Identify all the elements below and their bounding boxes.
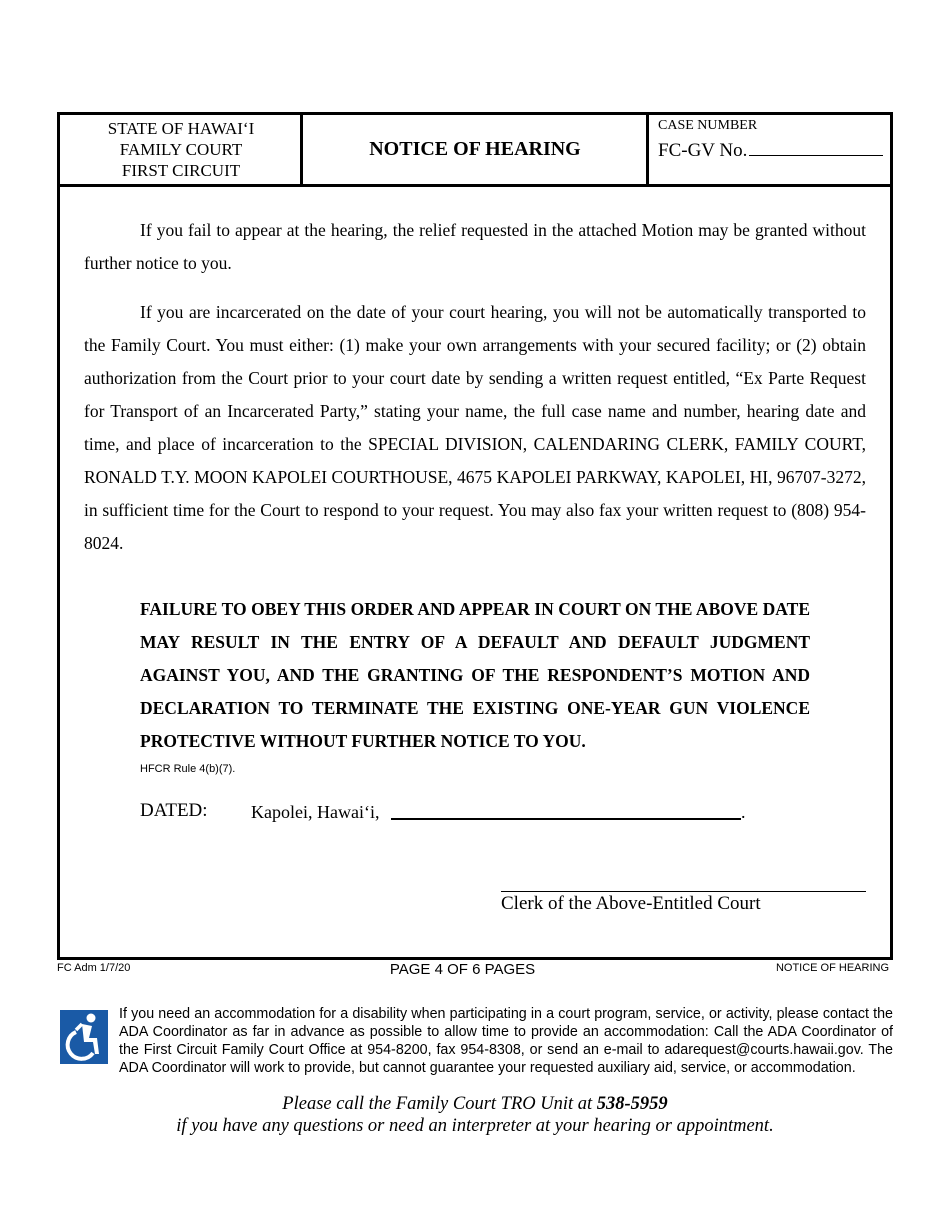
header-bottom-rule [57, 184, 893, 187]
court-line-state: STATE OF HAWAI‘I [107, 119, 255, 138]
ada-notice: If you need an accommodation for a disability when participating in a court program, service, or activity, please contact the ADA Coordinator as far in advance as possible to allow time to provide an accommodation: Call the ADA Coordinator of the First Circuit Family Court Office at 954-8200, fax 954-8308, or send an e-mail to adarequest@courts.hawaii.gov. The ADA Coordinator will work to provide, but cannot guarantee your requested auxiliary aid, service, or accommodation. [119, 1006, 893, 1076]
dated-label: DATED: [140, 800, 208, 821]
page-number: PAGE 4 OF 6 PAGES [389, 961, 536, 978]
frame-bottom-border [57, 957, 893, 960]
case-number-blank [749, 139, 883, 156]
rule-citation: HFCR Rule 4(b)(7). [140, 763, 236, 775]
header-left-border [57, 112, 60, 187]
case-number-field [658, 139, 883, 162]
header-top-rule [57, 112, 893, 115]
header-right-border [890, 112, 893, 187]
accessibility-icon [60, 1010, 108, 1064]
frame-right-border [890, 186, 893, 960]
court-name [63, 118, 299, 181]
default-warning: FAILURE TO OBEY THIS ORDER AND APPEAR IN COURT ON THE ABOVE DATE MAY RESULT IN THE ENTRY OF A DEFAULT AND DEFAULT JUDGMENT AGAINST YOU, AND THE GRANTING OF THE RESPONDENT’S MOTION AND DECLARATION TO TERMINATE THE EXISTING ONE-YEAR GUN VIOLENCE PROTECTIVE WITHOUT FURTHER NOTICE TO YOU. [140, 599, 810, 751]
case-number-prefix: FC-GV No. [658, 140, 748, 161]
para1-text: If you fail to appear at the hearing, the relief requested in the attached Motion may be granted without further notice to you. [84, 220, 866, 273]
document-title: NOTICE OF HEARING [369, 138, 581, 160]
tro-phone: 538-5959 [596, 1094, 668, 1114]
dated-period: . [741, 802, 746, 822]
tro-prefix: Please call the Family Court TRO Unit at [282, 1094, 597, 1114]
court-line-family: FAMILY COURT [119, 140, 243, 159]
caption-header [57, 112, 893, 186]
incarceration-paragraph [84, 296, 866, 560]
frame-left-border [57, 186, 60, 960]
tro-interpreter-line: if you have any questions or need an interpreter at your hearing or appointment. [176, 1116, 774, 1136]
dated-place: Kapolei, Hawai‘i, [251, 802, 380, 822]
court-line-circuit: FIRST CIRCUIT [121, 161, 241, 180]
failure-to-appear-paragraph [84, 214, 866, 280]
case-number-label: CASE NUMBER [658, 118, 758, 133]
date-blank-line [391, 818, 741, 820]
clerk-signature-label: Clerk of the Above-Entitled Court [501, 893, 761, 914]
para2-text: If you are incarcerated on the date of your court hearing, you will not be automatically transported to the Family Court. You must either: (1) make your own arrangements with your secured facility; or (2) obtain authorization from the Court prior to your court date by sending a written request entitled, “Ex Parte Request for Transport of an Incarcerated Party,” stating your name, the full case name and number, hearing date and time, and place of incarceration to the SPECIAL DIVISION, CALENDARING CLERK, FAMILY COURT, RONALD T.Y. MOON KAPOLEI COURTHOUSE, 4675 KAPOLEI PARKWAY, KAPOLEI, HI, 96707-3272, in sufficient time for the Court to respond to your request. You may also fax your written request to (808) 954-8024. [84, 302, 866, 553]
tro-unit-line [0, 1094, 950, 1115]
signature-line [501, 891, 866, 892]
form-id: FC Adm 1/7/20 [57, 962, 131, 974]
footer-doc-name: NOTICE OF HEARING [775, 962, 889, 974]
